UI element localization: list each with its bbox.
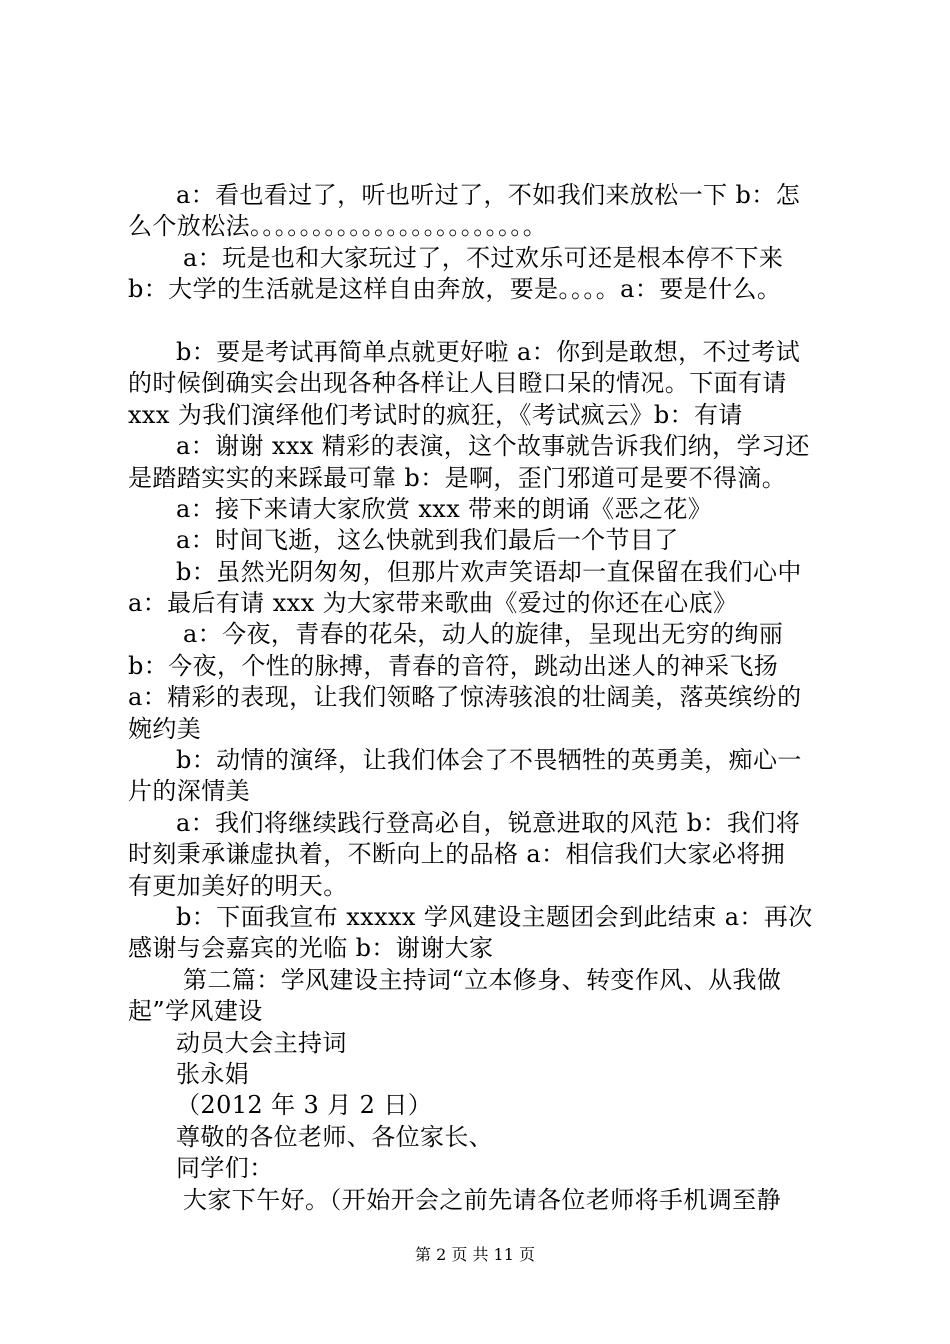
text-line: 大家下午好。（开始开会之前先请各位老师将手机调至静 bbox=[183, 1185, 781, 1214]
text-line: a：我们将继续践行登高必自，锐意进取的风范 b：我们将 bbox=[176, 808, 801, 837]
blank-line bbox=[128, 306, 838, 337]
text-line: a：看也看过了，听也听过了，不如我们来放松一下 b：怎 bbox=[176, 181, 801, 209]
text-line: a：玩是也和大家玩过了，不过欢乐可还是根本停不下来 bbox=[183, 243, 784, 272]
text-line: 有更加美好的明天。 bbox=[128, 871, 348, 900]
text-line: a：接下来请大家欣赏 xxx 带来的朗诵《恶之花》 bbox=[176, 494, 713, 523]
document-body bbox=[128, 180, 838, 1216]
text-line: 张永娟 bbox=[176, 1059, 250, 1088]
text-line: 同学们： bbox=[176, 1154, 274, 1183]
text-line: 的时候倒确实会出现各种各样让人目瞪口呆的情况。下面有请 bbox=[128, 369, 787, 398]
text-line: 是踏踏实实的来踩最可靠 b：是啊，歪门邪道可是要不得滴。 bbox=[128, 463, 787, 492]
text-line: （2012 年 3 月 2 日） bbox=[176, 1091, 433, 1120]
text-line: 片的深情美 bbox=[128, 777, 250, 806]
text-line: 时刻秉承谦虚执着，不断向上的品格 a：相信我们大家必将拥 bbox=[128, 840, 786, 869]
text-line: a：精彩的表现，让我们领略了惊涛骇浪的壮阔美，落英缤纷的 bbox=[128, 683, 802, 712]
text-line: b：动情的演绎，让我们体会了不畏牺牲的英勇美，痴心一 bbox=[176, 746, 802, 775]
page-footer: 第 2 页 共 11 页 bbox=[415, 1245, 535, 1264]
text-line: xxx 为我们演绎他们考试时的疯狂，《考试疯云》b：有请 bbox=[128, 400, 743, 429]
text-line: 尊敬的各位老师、各位家长、 bbox=[176, 1122, 494, 1151]
text-line: a：谢谢 xxx 精彩的表演，这个故事就告诉我们纳，学习还 bbox=[176, 432, 810, 461]
text-line: 起”学风建设 bbox=[128, 997, 263, 1026]
text-line: a：最后有请 xxx 为大家带来歌曲《爱过的你还在心底》 bbox=[128, 589, 738, 618]
text-line: b：虽然光阴匆匆，但那片欢声笑语却一直保留在我们心中 bbox=[176, 557, 802, 586]
text-line: 感谢与会嘉宾的光临 b：谢谢大家 bbox=[128, 934, 494, 963]
text-line: 动员大会主持词 bbox=[176, 1028, 347, 1057]
text-line: b：下面我宣布 xxxxx 学风建设主题团会到此结束 a：再次 bbox=[176, 902, 813, 931]
text-line: 第二篇：学风建设主持词“立本修身、转变作风、从我做 bbox=[183, 965, 782, 994]
text-line: b：大学的生活就是这样自由奔放，要是。。。。a：要是什么。 bbox=[128, 275, 782, 304]
text-line: b：今夜，个性的脉搏，青春的音符，跳动出迷人的神采飞扬 bbox=[128, 651, 779, 680]
text-line: a：今夜，青春的花朵，动人的旋律，呈现出无穷的绚丽 bbox=[183, 620, 784, 649]
text-line: 婉约美 bbox=[128, 714, 202, 743]
text-line: a：时间飞逝，这么快就到我们最后一个节目了 bbox=[176, 526, 679, 555]
text-line: b：要是考试再简单点就更好啦 a：你到是敢想，不过考试 bbox=[176, 337, 801, 366]
text-line: 么个放松法。。。。。。。。。。。。。。。。。。。。。。。 bbox=[128, 212, 548, 241]
